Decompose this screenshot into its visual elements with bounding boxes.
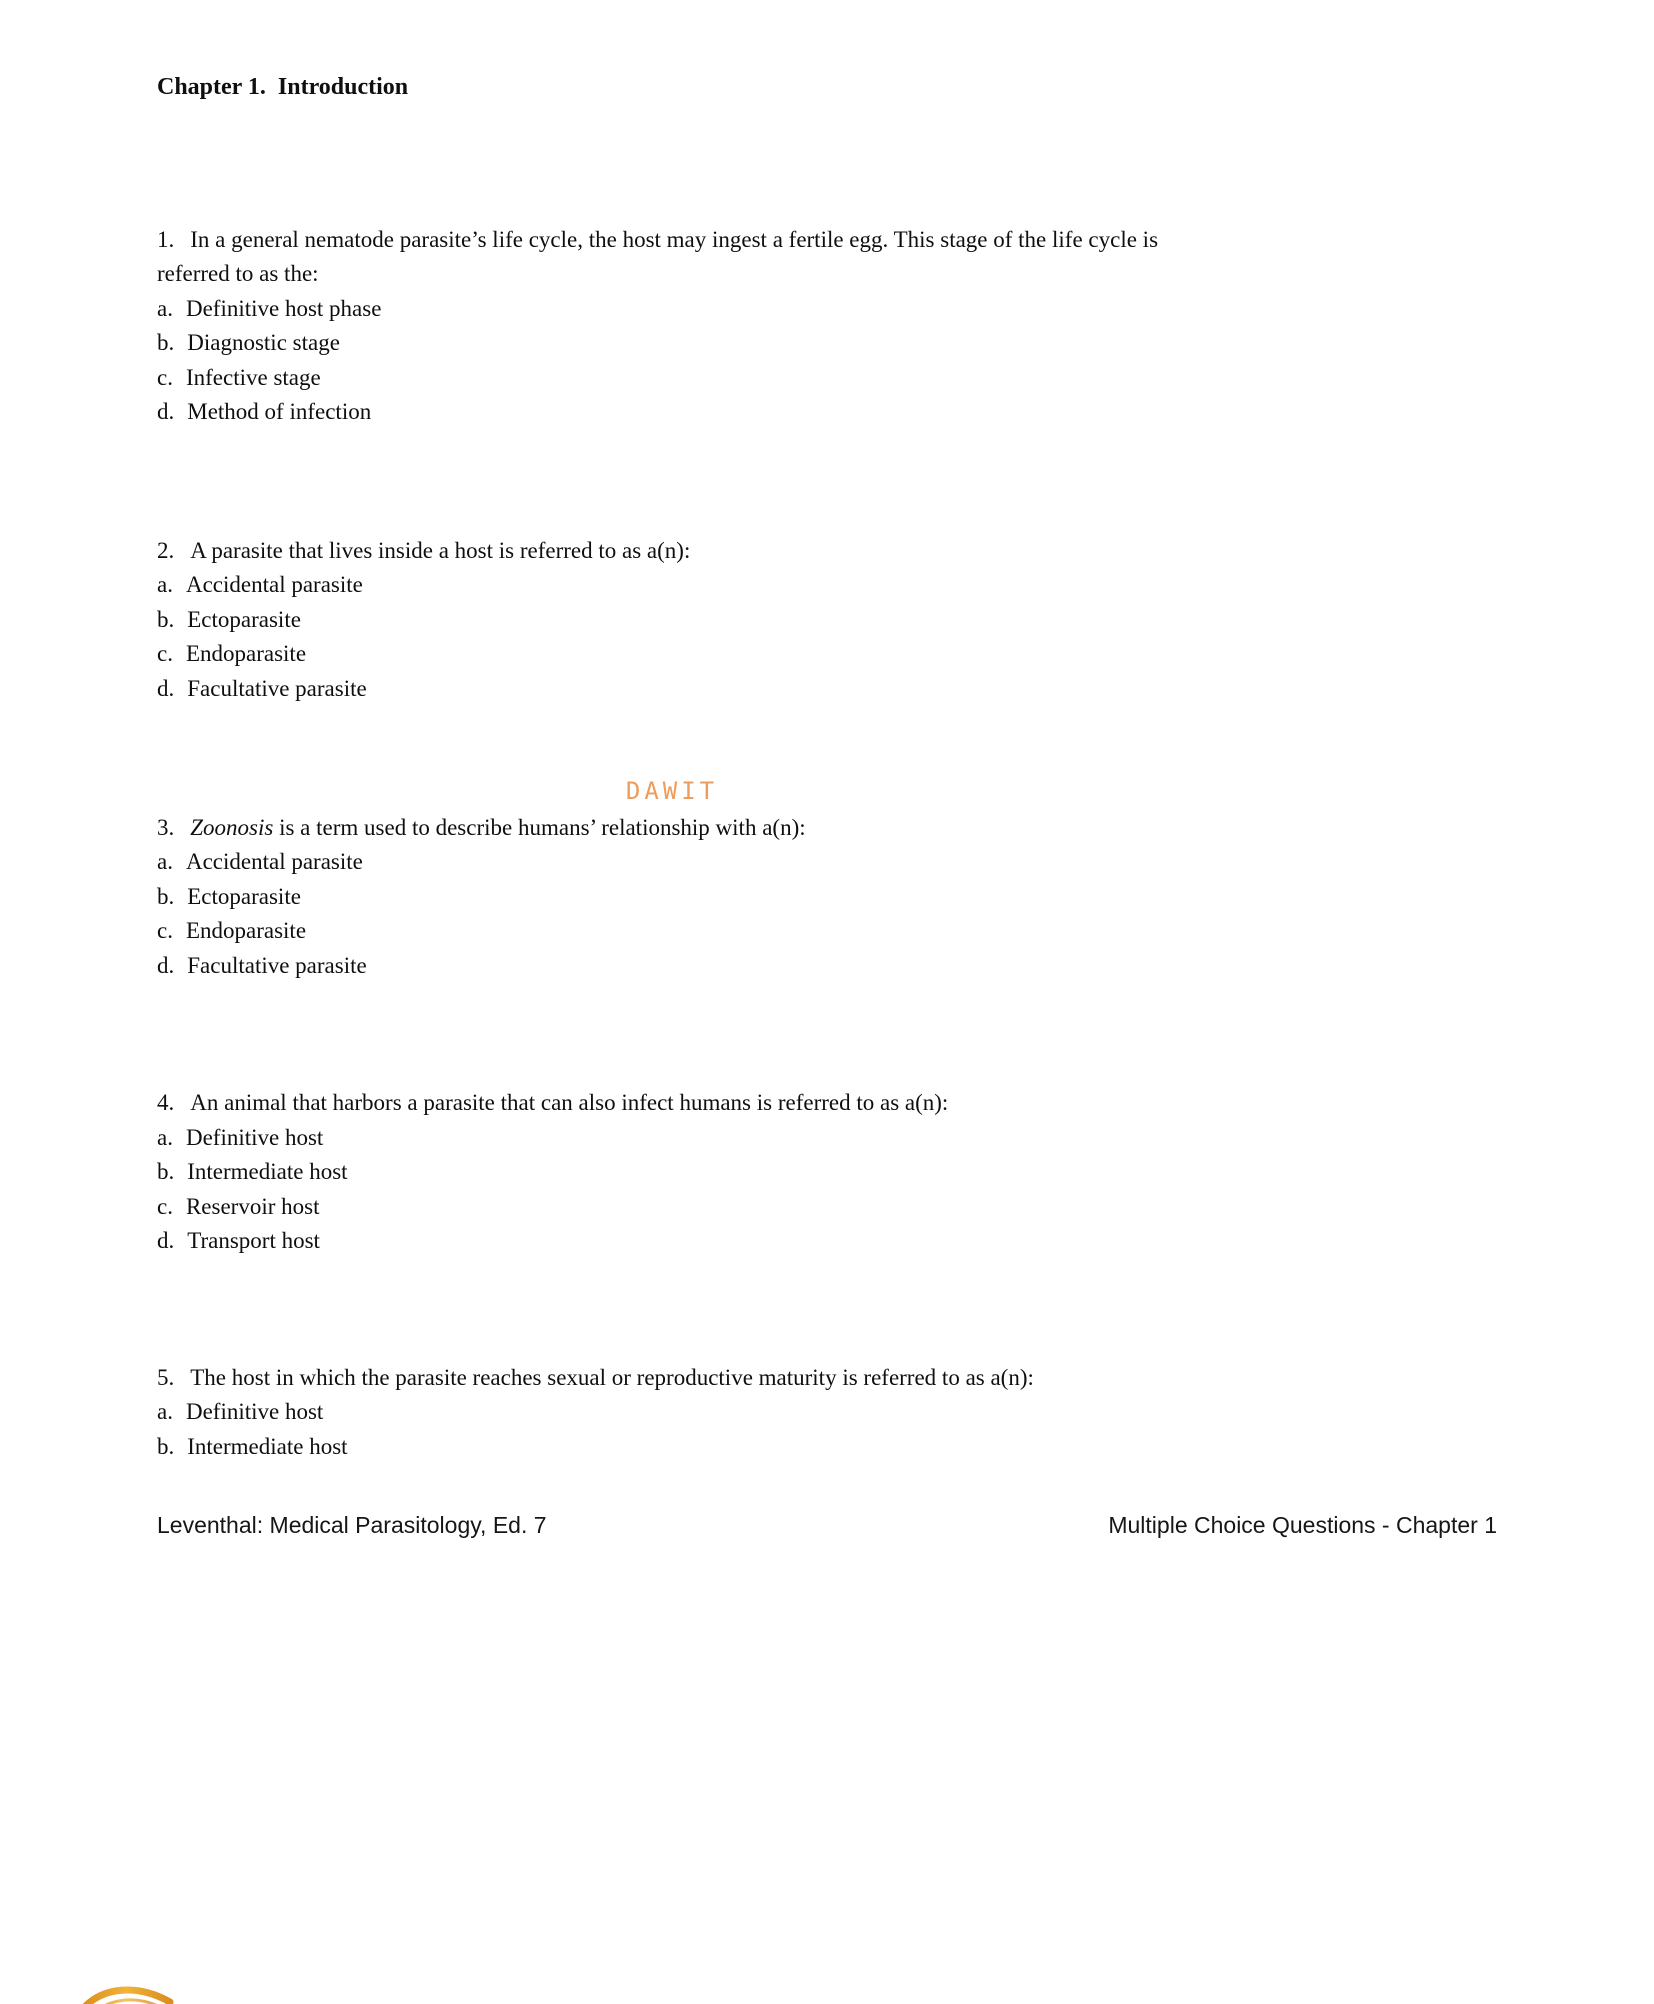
option-label: b. xyxy=(157,1159,175,1184)
option-text: Facultative parasite xyxy=(187,952,367,978)
question-block-4 xyxy=(157,1086,1187,1259)
option-text: Transport host xyxy=(187,1228,320,1253)
question-text xyxy=(157,1086,1187,1121)
question-body: An animal that harbors a parasite that can also infect humans is referred to as a(n): xyxy=(190,1090,949,1115)
question-block-5 xyxy=(157,1361,1187,1465)
option-line xyxy=(157,637,1187,672)
option-label: d. xyxy=(157,675,175,701)
option-line xyxy=(157,672,1187,707)
page-footer xyxy=(157,1508,1497,1543)
option-label: b. xyxy=(157,1433,175,1459)
question-number: 4. xyxy=(157,1090,175,1115)
option-text: Diagnostic stage xyxy=(187,330,340,355)
option-text: Ectoparasite xyxy=(187,883,301,909)
option-text: Definitive host xyxy=(185,1124,324,1150)
option-text: Facultative parasite xyxy=(187,675,367,701)
question-body: A parasite that lives inside a host is referred to as a(n): xyxy=(190,537,691,563)
chapter-title: Chapter 1. Introduction xyxy=(157,74,409,100)
question-block-1 xyxy=(157,223,1187,430)
option-text: Definitive host phase xyxy=(185,295,382,321)
option-label: d. xyxy=(157,399,175,424)
option-line xyxy=(157,395,1187,430)
option-line xyxy=(157,1430,1187,1465)
option-line xyxy=(157,949,1187,984)
option-line xyxy=(157,568,1187,603)
option-text: Definitive host xyxy=(185,1399,324,1424)
option-label: c. xyxy=(157,641,173,666)
question-text xyxy=(157,534,1187,569)
page-content xyxy=(157,70,1187,1464)
option-label: d. xyxy=(157,1228,175,1253)
option-line xyxy=(157,361,1187,396)
question-number: 5. xyxy=(157,1364,175,1390)
footer-right-text: Multiple Choice Questions - Chapter 1 xyxy=(1108,1512,1497,1538)
question-number: 1. xyxy=(157,226,175,252)
option-label: b. xyxy=(157,606,175,632)
option-label: b. xyxy=(157,330,175,355)
option-label: d. xyxy=(157,952,175,978)
option-line xyxy=(157,1190,1187,1225)
option-label: b. xyxy=(157,883,175,909)
option-line xyxy=(157,292,1187,327)
option-label: a. xyxy=(157,1124,173,1150)
option-line xyxy=(157,1121,1187,1156)
option-line xyxy=(157,326,1187,361)
footer-left-text: Leventhal: Medical Parasitology, Ed. 7 xyxy=(157,1512,547,1538)
option-label: a. xyxy=(157,1399,173,1424)
option-text: Accidental parasite xyxy=(185,849,363,874)
question-body: is a term used to describe humans’ relationship with a(n): xyxy=(273,814,806,840)
question-text xyxy=(157,811,1187,846)
option-label: c. xyxy=(157,918,173,943)
option-text: Infective stage xyxy=(185,364,321,390)
option-text: Endoparasite xyxy=(185,918,307,943)
option-text: Endoparasite xyxy=(185,641,307,666)
option-label: a. xyxy=(157,849,173,874)
option-line xyxy=(157,845,1187,880)
question-block-2 xyxy=(157,534,1187,707)
logo-swoosh-icon xyxy=(78,1982,174,2004)
option-line xyxy=(157,914,1187,949)
question-body: The host in which the parasite reaches sexual or reproductive maturity is referred to as a(n): xyxy=(190,1364,1034,1390)
option-line xyxy=(157,1155,1187,1190)
option-line xyxy=(157,1395,1187,1430)
question-body: In a general nematode parasite’s life cycle, the host may ingest a fertile egg. This stage of the life cycle is referred to as the: xyxy=(157,226,1159,286)
option-label: c. xyxy=(157,364,173,390)
question-block-3 xyxy=(157,811,1187,984)
question-number: 2. xyxy=(157,537,175,563)
option-line xyxy=(157,880,1187,915)
option-line xyxy=(157,1224,1187,1259)
question-text xyxy=(157,1361,1187,1396)
option-text: Ectoparasite xyxy=(187,606,301,632)
option-line xyxy=(157,603,1187,638)
option-text: Intermediate host xyxy=(187,1433,348,1459)
watermark-text: DAWIT xyxy=(625,777,719,805)
option-text: Reservoir host xyxy=(185,1193,320,1219)
option-label: a. xyxy=(157,572,173,597)
option-text: Method of infection xyxy=(187,399,372,424)
option-text: Intermediate host xyxy=(187,1159,348,1184)
option-label: a. xyxy=(157,295,173,321)
option-text: Accidental parasite xyxy=(185,572,363,597)
question-text xyxy=(157,223,1187,292)
question-number: 3. xyxy=(157,814,175,840)
question-italic-term: Zoonosis xyxy=(190,814,274,840)
option-label: c. xyxy=(157,1193,173,1219)
